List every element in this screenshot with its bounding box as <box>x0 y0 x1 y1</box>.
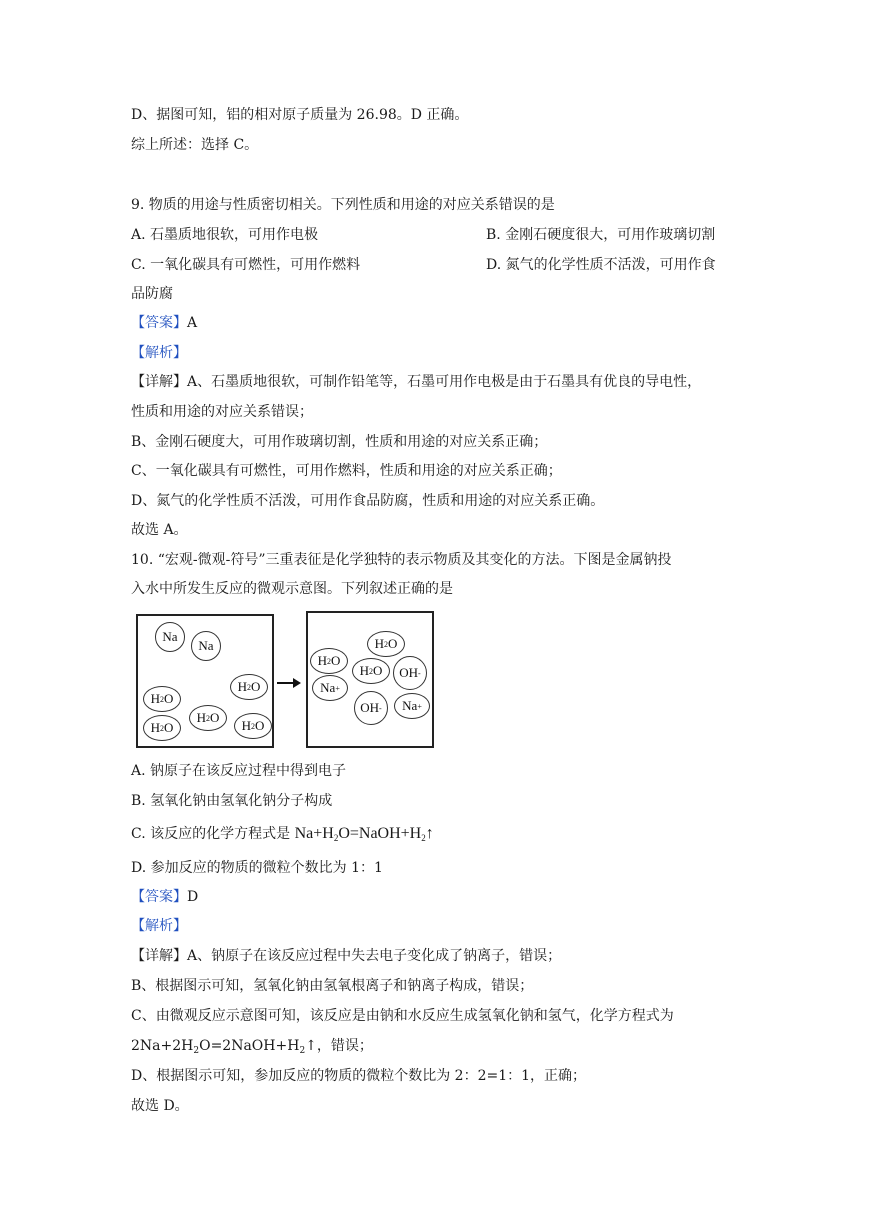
q9-detail-2: 性质和用途的对应关系错误； <box>131 404 313 420</box>
q10-option-b: B. 氢氧化钠由氢氧化钠分子构成 <box>131 793 333 809</box>
q9-analysis-tag: 【解析】 <box>131 345 187 361</box>
water-molecule: H 2 O <box>143 715 181 741</box>
q10-detail-4: $2Na+2H_2O=2NaOH+H_2↑$，错误； <box>131 1038 373 1056</box>
q10-stem-line-2: 入水中所发生反应的微观示意图。下列叙述正确的是 <box>131 581 453 597</box>
reaction-arrow-icon <box>277 677 301 689</box>
products-box <box>306 611 434 748</box>
answer-value: D <box>187 889 199 905</box>
reactants-box <box>136 614 274 748</box>
water-molecule: H 2 O <box>367 631 405 657</box>
answer-tag: 【答案】 <box>131 315 187 331</box>
sodium-atom: Na <box>191 631 221 661</box>
q10-analysis-tag: 【解析】 <box>131 918 187 934</box>
water-molecule: H 2 O <box>230 674 268 700</box>
q10-option-c <box>131 822 434 846</box>
q9-conclusion: 故选 A。 <box>131 522 188 538</box>
q10-option-d: D. 参加反应的物质的微粒个数比为 1：1 <box>131 860 383 876</box>
detail-text: A、钠原子在该反应过程中失去电子变化成了钠离子，错误； <box>187 948 562 964</box>
water-molecule: H 2 O <box>310 648 348 674</box>
water-molecule: H 2 O <box>189 705 227 731</box>
q9-stem: 9. 物质的用途与性质密切相关。下列性质和用途的对应关系错误的是 <box>131 197 555 213</box>
water-molecule: H 2 O <box>143 686 181 712</box>
q10-conclusion: 故选 D。 <box>131 1098 189 1114</box>
q9-option-d: D. 氮气的化学性质不活泼，可用作食 <box>486 257 716 273</box>
hydroxide-ion: OH - <box>393 656 427 690</box>
q10-detail-1 <box>131 946 561 966</box>
q9-option-a: A. 石墨质地很软，可用作电极 <box>131 227 319 243</box>
q10-detail-3: C、由微观反应示意图可知，该反应是由钠和水反应生成氢氧化钠和氢气，化学方程式为 <box>131 1008 674 1024</box>
water-molecule: H 2 O <box>352 658 390 684</box>
q9-detail-1 <box>131 372 701 392</box>
q10-stem-line-1: 10. “宏观-微观-符号”三重表征是化学独特的表示物质及其变化的方法。下图是金属钠投 <box>131 552 672 568</box>
chemical-equation: $Na+H_2O=NaOH+H_2↑$ <box>294 825 434 843</box>
detail-text: A、石墨质地很软，可制作铅笔等，石墨可用作电极是由于石墨具有优良的导电性， <box>187 374 702 390</box>
hydroxide-ion: OH - <box>354 691 388 725</box>
q9-answer <box>131 313 197 333</box>
sodium-ion: Na + <box>394 693 430 719</box>
answer-tag: 【答案】 <box>131 889 187 905</box>
q10-detail-2: B、根据图示可知，氢氧化钠由氢氧根离子和钠离子构成，错误； <box>131 978 534 994</box>
q9-detail-5: D、氮气的化学性质不活泼，可用作食品防腐，性质和用途的对应关系正确。 <box>131 493 605 509</box>
prev-summary: 综上所述：选择 C。 <box>131 137 259 153</box>
sodium-ion: Na + <box>312 675 348 701</box>
option-c-prefix: C. 该反应的化学方程式是 <box>131 826 291 842</box>
detail-tag: 【详解】 <box>131 374 187 390</box>
sodium-atom: Na <box>155 622 185 652</box>
q9-detail-4: C、一氧化碳具有可燃性，可用作燃料，性质和用途的对应关系正确； <box>131 463 562 479</box>
prev-option-d-text: D、据图可知，铝的相对原子质量为 26.98。D 正确。 <box>131 107 469 123</box>
q10-answer <box>131 887 198 907</box>
detail-tag: 【详解】 <box>131 948 187 964</box>
q9-option-c: C. 一氧化碳具有可燃性，可用作燃料 <box>131 257 361 273</box>
q9-detail-3: B、金刚石硬度大，可用作玻璃切割，性质和用途的对应关系正确； <box>131 434 548 450</box>
answer-value: A <box>187 315 198 331</box>
q10-detail-5: D、根据图示可知，参加反应的物质的微粒个数比为 2：2=1：1，正确； <box>131 1068 587 1084</box>
q9-option-b: B. 金刚石硬度很大，可用作玻璃切割 <box>486 227 716 243</box>
q10-option-a: A. 钠原子在该反应过程中得到电子 <box>131 763 347 779</box>
water-molecule: H 2 O <box>234 713 272 739</box>
q9-option-d-continued: 品防腐 <box>131 286 173 302</box>
